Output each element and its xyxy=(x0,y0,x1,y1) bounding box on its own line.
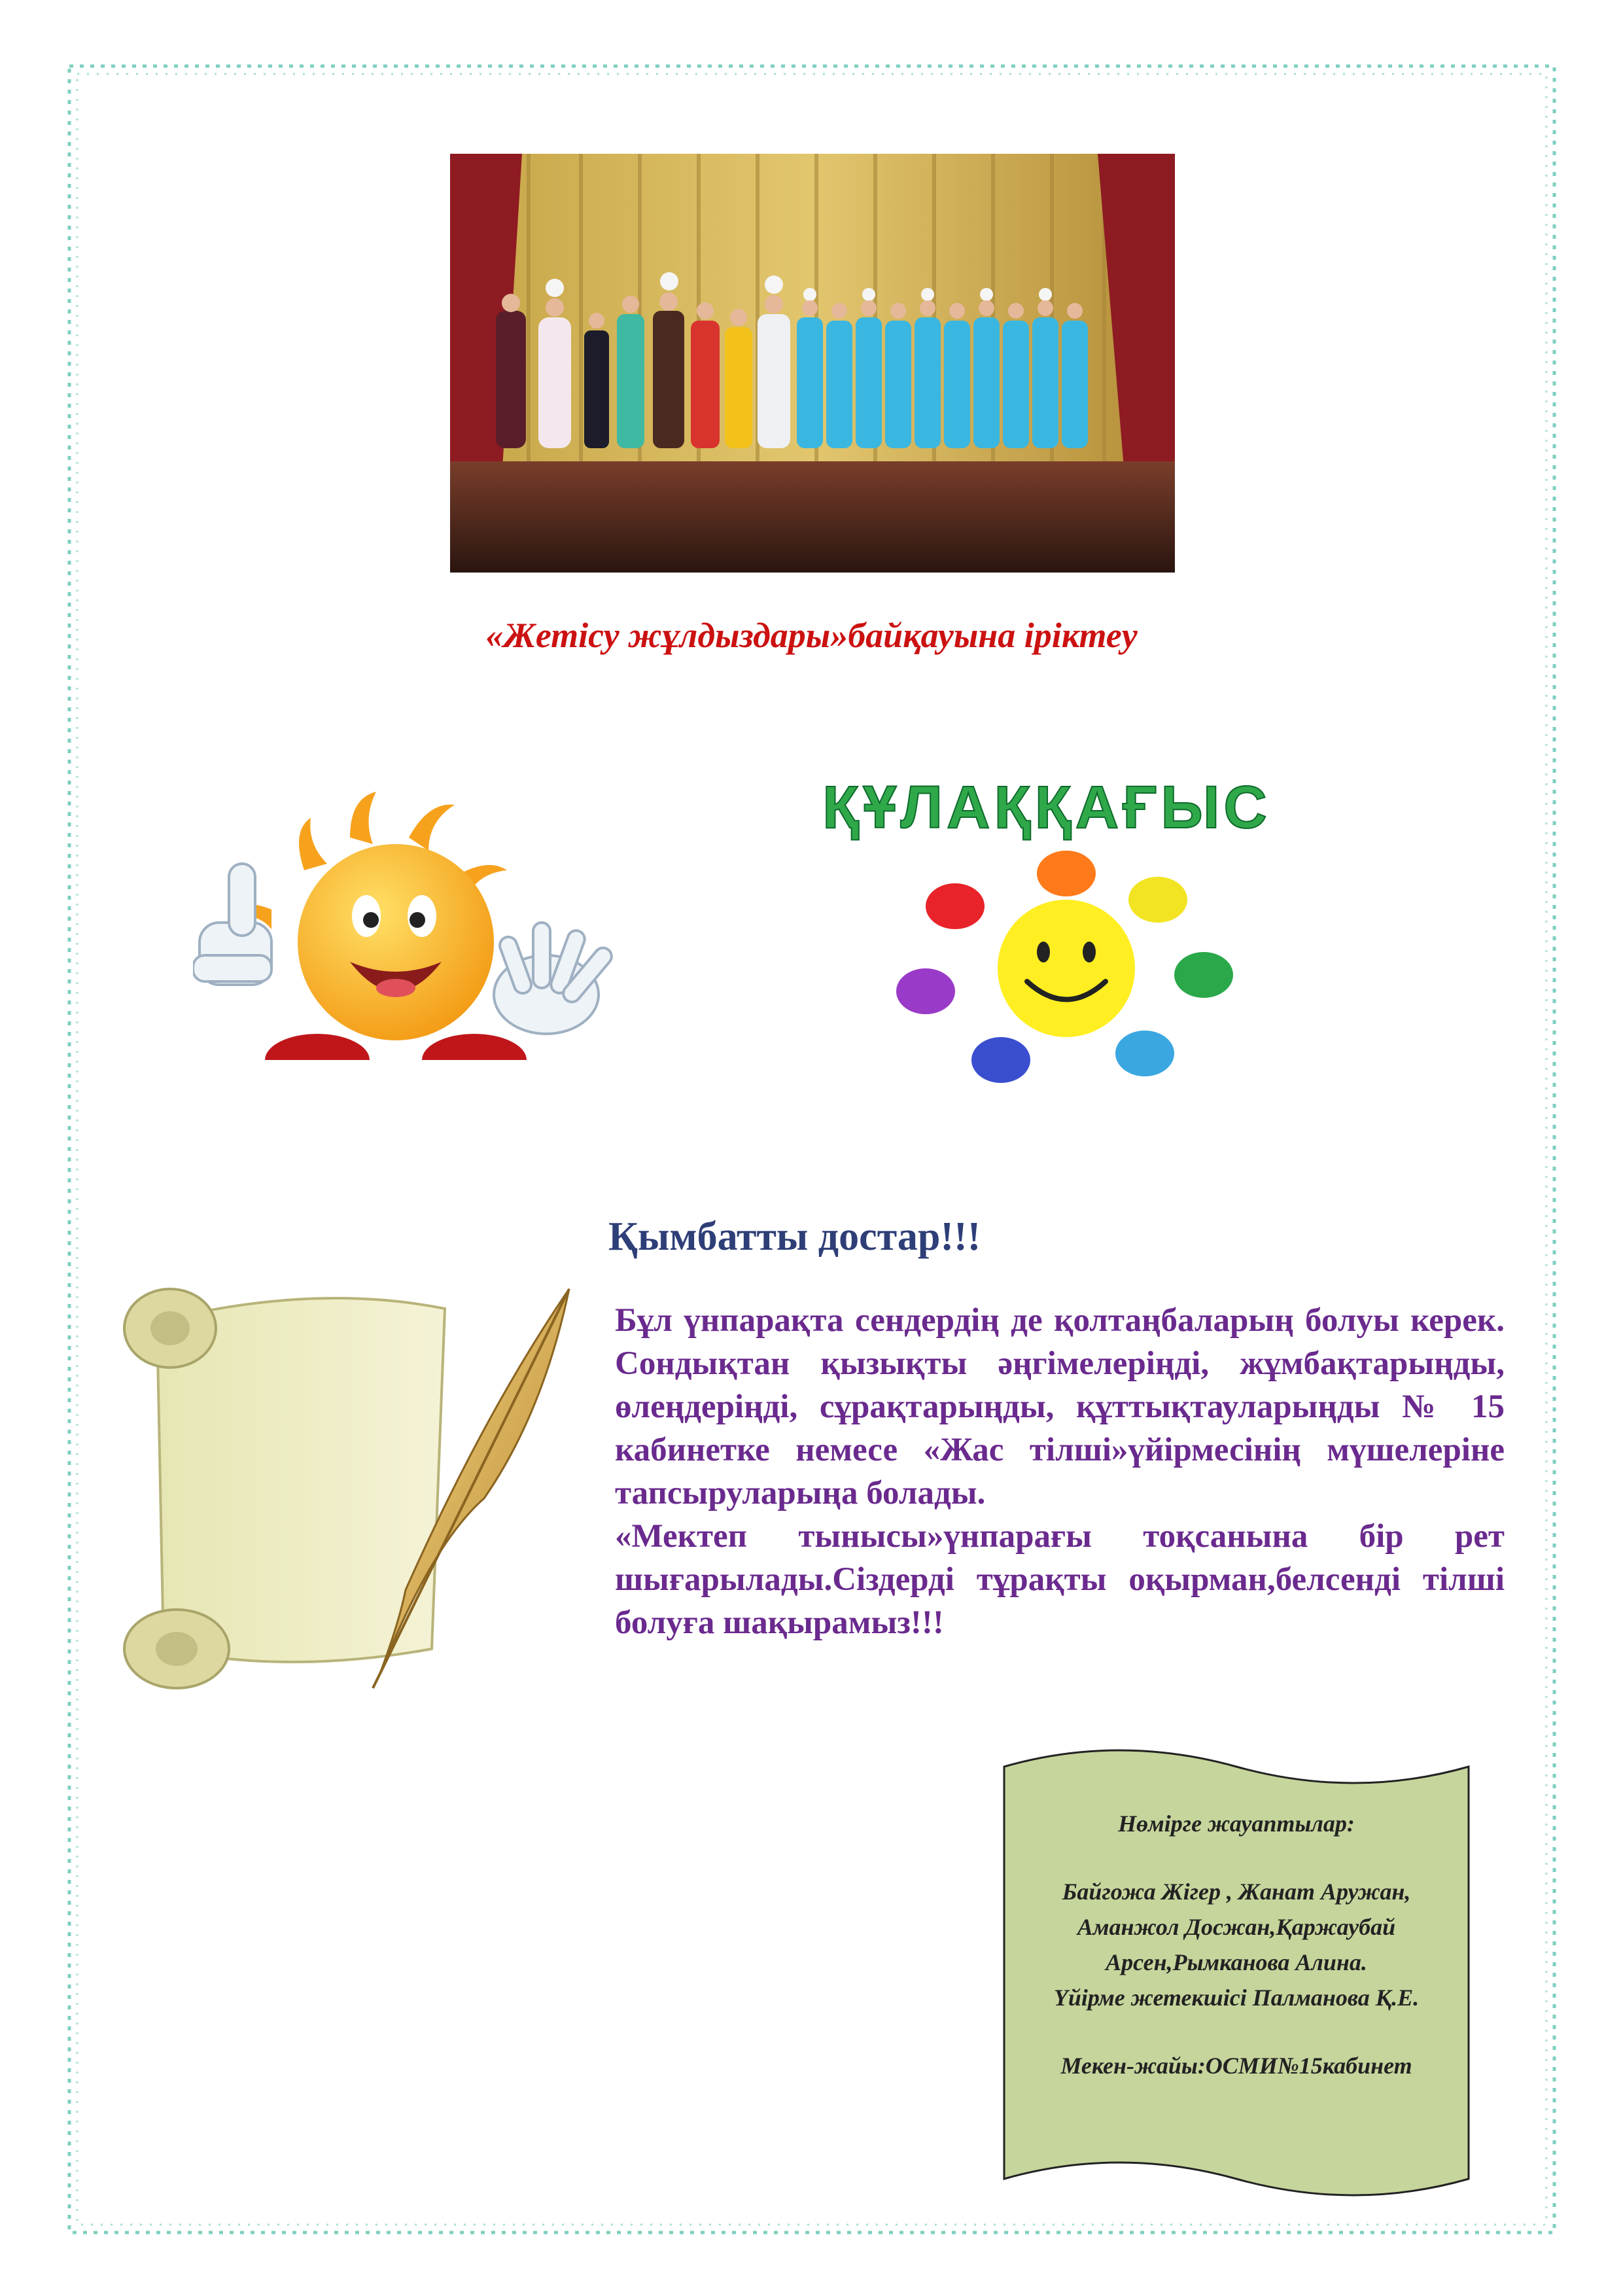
credits-leader: Үйірме жетекшісі Палманова Қ.Е. xyxy=(1053,1985,1420,2011)
credits-banner xyxy=(1001,1747,1472,2199)
scroll-quill-image xyxy=(118,1282,582,1708)
credits-heading: Нөмірге жауаптылар: xyxy=(1118,1810,1355,1837)
kulakkagys-title-text: ҚҰЛАҚҚАҒЫС xyxy=(822,774,1271,841)
stage-photo xyxy=(450,154,1175,573)
appeal-paragraph-1: Бұл үнпарақта сендердің де қолтаңбаларың болуы керек. Сондықтан қызықты әңгімелеріңді, жұмбақтарыңды, өлеңдеріңді, сұрақтарыңды, құттықтауларыңды № 15 кабинетке немесе «Жас тілші»үйірмесінің мүшелеріне тапсыруларыңа болады. xyxy=(615,1302,1505,1511)
appeal-text xyxy=(615,1299,1505,1644)
credits-names: Байгожа Жігер , Жанат Аружан, Аманжол Досжан,Қаржаубай Арсен,Рымканова Алина. xyxy=(1062,1879,1411,1975)
greeting-heading: Қымбатты достар!!! xyxy=(608,1214,981,1259)
kulakkagys-title xyxy=(720,759,1374,851)
credits-address: Мекен-жайы:ОСМИ№15кабинет xyxy=(1060,2053,1412,2079)
hands-smiley-image xyxy=(870,844,1263,1093)
appeal-paragraph-2: «Мектеп тынысы»үнпарағы тоқсанына бір рет шығарылады.Сіздерді тұрақты оқырман,белсенді тілші болуға шақырамыз!!! xyxy=(615,1518,1505,1641)
photo-caption: «Жетісу жұлдыздары»байқауына іріктеу xyxy=(485,616,1138,655)
sun-mascot-image xyxy=(193,792,625,1080)
